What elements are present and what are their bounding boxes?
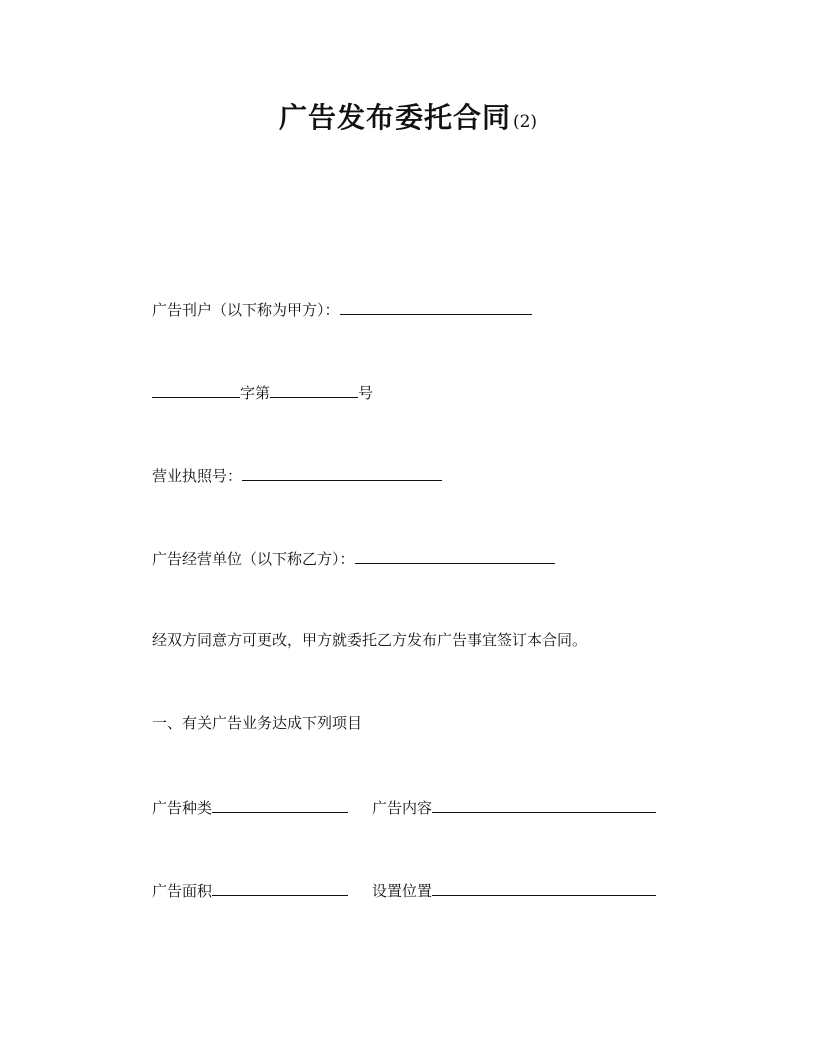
- area-position-line: [152, 879, 656, 899]
- ad-content-label: 广告内容: [372, 799, 433, 817]
- party-b-blank[interactable]: [355, 547, 555, 564]
- business-license-label: 营业执照号：: [152, 467, 243, 485]
- party-b-line: [152, 547, 555, 567]
- party-a-line: [152, 298, 532, 318]
- type-content-line: [152, 796, 656, 816]
- title-suffix: (2): [512, 112, 538, 132]
- ad-area-blank[interactable]: [212, 879, 348, 896]
- business-license-blank[interactable]: [242, 464, 442, 481]
- agreement-paragraph: [152, 630, 587, 650]
- reference-number-blank[interactable]: [270, 381, 358, 398]
- ad-type-label: 广告种类: [152, 799, 213, 817]
- ad-area-label: 广告面积: [152, 882, 213, 900]
- reference-end-text: 号: [358, 384, 374, 402]
- reference-number-line: [152, 381, 373, 401]
- ad-content-blank[interactable]: [432, 796, 656, 813]
- title-text: 广告发布委托合同: [278, 101, 511, 134]
- reference-prefix-blank[interactable]: [152, 381, 240, 398]
- agreement-text: 经双方同意方可更改，甲方就委托乙方发布广告事宜签订本合同。: [152, 631, 588, 649]
- ad-type-blank[interactable]: [212, 796, 348, 813]
- document-title: [0, 96, 816, 136]
- section-one-heading: [152, 713, 362, 733]
- party-a-label: 广告刊户（以下称为甲方）：: [152, 301, 340, 319]
- ad-position-label: 设置位置: [372, 882, 433, 900]
- ad-position-blank[interactable]: [432, 879, 656, 896]
- reference-middle-text: 字第: [240, 384, 271, 402]
- business-license-line: [152, 464, 442, 484]
- section-one-text: 一、有关广告业务达成下列项目: [152, 714, 363, 732]
- party-b-label: 广告经营单位（以下称乙方）：: [152, 550, 355, 568]
- party-a-blank[interactable]: [340, 298, 532, 315]
